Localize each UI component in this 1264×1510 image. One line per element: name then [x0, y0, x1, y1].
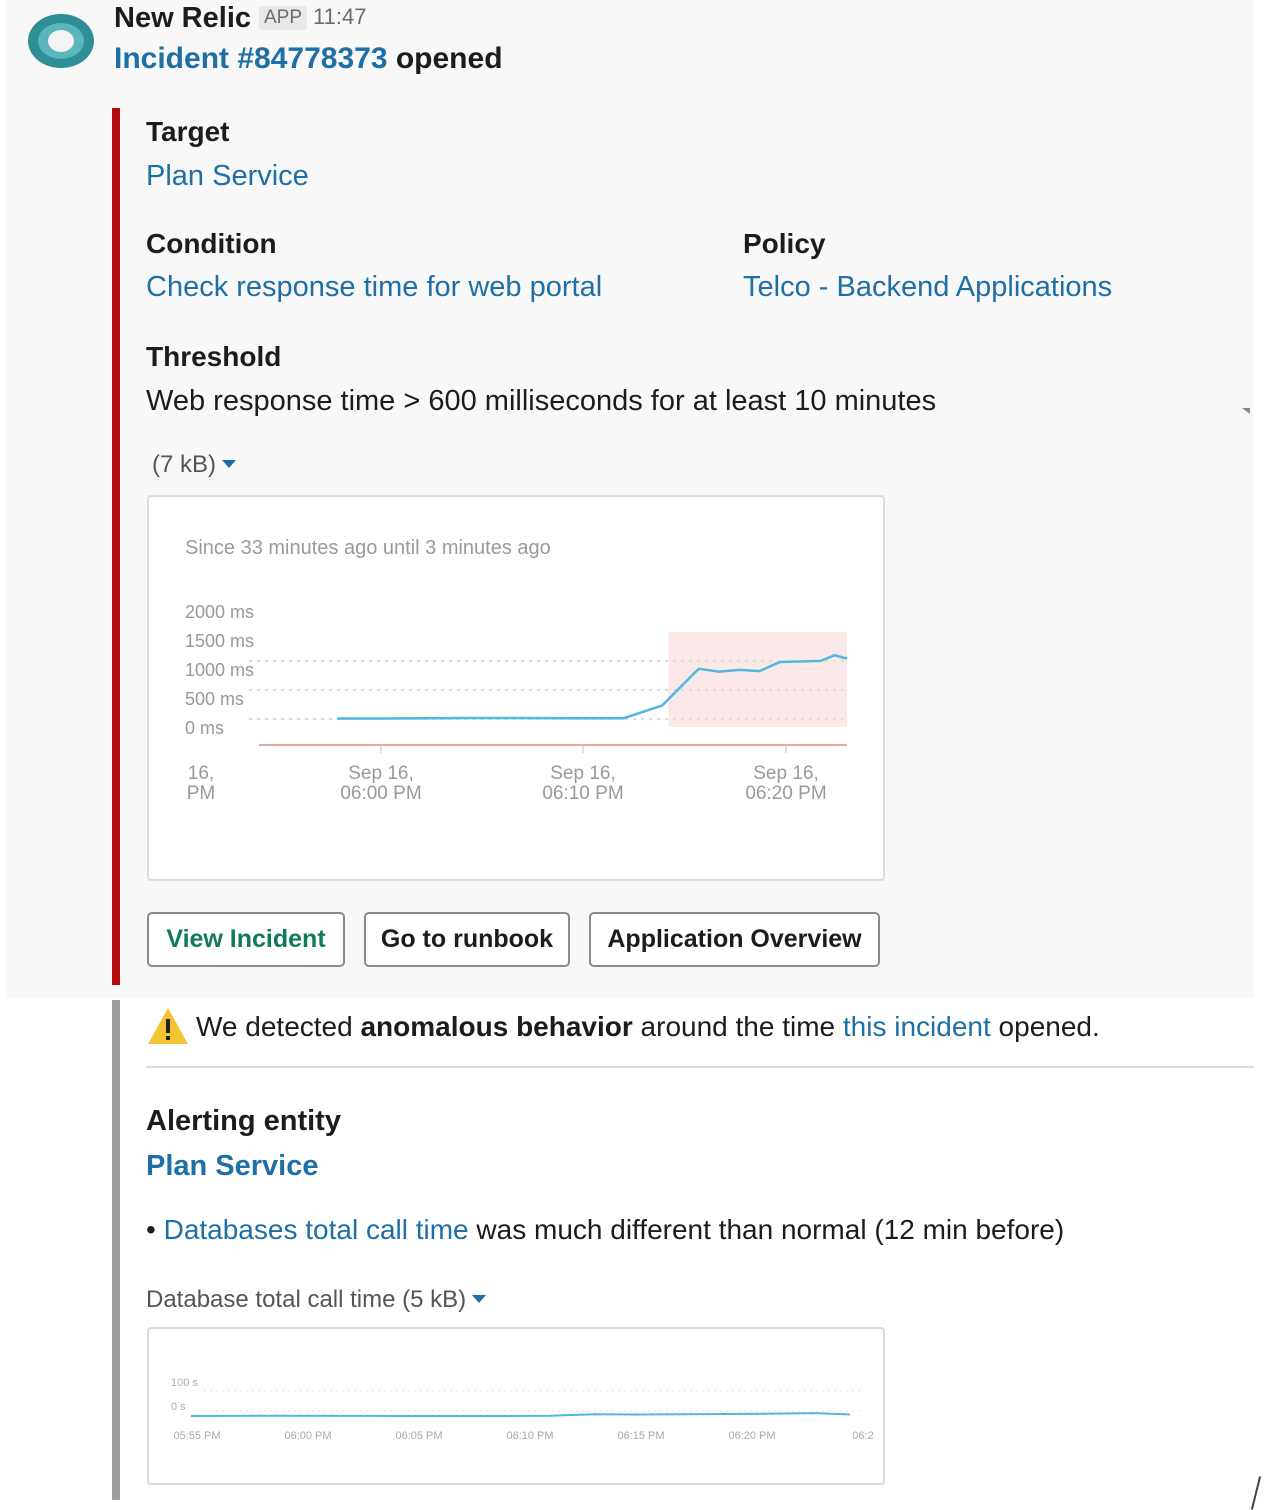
policy-link[interactable]: Telco - Backend Applications [743, 271, 1113, 303]
threshold-label: Threshold [146, 341, 282, 372]
y-tick-label: 1000 ms [185, 660, 255, 680]
x-tick-label: 06:05 PM [395, 1430, 443, 1442]
divider [146, 1066, 1254, 1068]
x-tick-label: 06:2 [852, 1430, 874, 1442]
x-tick-label: 06:20 PM [745, 783, 827, 804]
db-file-toggle[interactable] [146, 1286, 486, 1314]
warning-bold: anomalous behavior [360, 1011, 633, 1042]
db-call-time-chart [149, 1329, 883, 1483]
response-time-chart-card[interactable] [147, 495, 885, 881]
view-incident-button[interactable]: View Incident [147, 912, 345, 967]
databases-call-time-link[interactable]: Databases total call time [163, 1214, 469, 1245]
db-file-label: Database total call time (5 kB) [146, 1286, 467, 1313]
application-overview-button[interactable]: Application Overview [589, 912, 880, 967]
bullet-dot-icon: • [146, 1214, 164, 1245]
file-size-toggle[interactable] [152, 451, 236, 479]
message-title [114, 42, 503, 76]
y-tick-label: 0 ms [185, 718, 225, 738]
alerting-entity-link[interactable]: Plan Service [146, 1150, 319, 1182]
condition-label: Condition [146, 228, 277, 259]
sender-name[interactable]: New Relic [114, 2, 251, 34]
attachment-accent-bar [112, 108, 120, 985]
response-time-chart [149, 497, 883, 879]
db-call-time-chart-card[interactable] [147, 1327, 885, 1485]
warning-prefix: We detected [196, 1011, 361, 1042]
x-tick-label: Sep 16, [348, 763, 414, 784]
target-label: Target [146, 116, 230, 147]
x-tick-label: 06:10 PM [542, 783, 624, 804]
threshold-value: Web response time > 600 milliseconds for at least 10 minutes [146, 385, 937, 417]
y-tick-label: 100 s [171, 1377, 198, 1389]
x-tick-label: Sep 16, [753, 763, 819, 784]
scroll-caret-icon [1242, 408, 1250, 414]
file-size: (7 kB) [152, 451, 217, 478]
db-call-time-series [191, 1413, 850, 1416]
incident-link[interactable]: Incident #84778373 [114, 42, 388, 75]
anomaly-accent-bar [112, 1000, 120, 1500]
condition-link[interactable]: Check response time for web portal [146, 271, 603, 303]
y-tick-label: 2000 ms [185, 602, 255, 622]
anomaly-warning [146, 1006, 1100, 1046]
violation-region [668, 632, 847, 727]
this-incident-link[interactable]: this incident [842, 1011, 991, 1042]
anomaly-bullet [146, 1214, 1064, 1246]
chart-subtitle: Since 33 minutes ago until 3 minutes ago [185, 537, 551, 559]
bullet-text: was much different than normal (12 min before) [468, 1214, 1065, 1245]
x-tick-label: 06:00 PM [340, 783, 422, 804]
target-link[interactable]: Plan Service [146, 160, 309, 192]
app-badge: APP [259, 6, 307, 30]
caret-down-icon[interactable] [222, 460, 236, 468]
x-tick-label: 06:10 PM [506, 1430, 554, 1442]
message-header [114, 2, 366, 35]
x-tick-label: 16, [187, 763, 215, 784]
x-tick-label: PM [186, 783, 216, 804]
title-suffix: opened [387, 42, 503, 75]
y-tick-label: 1500 ms [185, 631, 255, 651]
warning-suffix: opened. [990, 1011, 1100, 1042]
warning-icon [146, 1006, 190, 1046]
y-tick-label: 500 ms [185, 689, 245, 709]
caret-down-icon[interactable] [472, 1295, 486, 1303]
policy-label: Policy [743, 228, 826, 259]
timestamp[interactable]: 11:47 [313, 4, 367, 29]
x-tick-label: 06:00 PM [284, 1430, 332, 1442]
alerting-entity-label: Alerting entity [146, 1105, 341, 1137]
x-tick-label: Sep 16, [550, 763, 616, 784]
x-tick-label: 06:20 PM [728, 1430, 776, 1442]
new-relic-logo-icon[interactable] [26, 12, 96, 70]
x-tick-label: 06:15 PM [617, 1430, 665, 1442]
x-tick-label: 05:55 PM [173, 1430, 221, 1442]
runbook-button[interactable]: Go to runbook [364, 912, 570, 967]
edge-mark [1251, 1476, 1261, 1509]
warning-mid: around the time [632, 1011, 843, 1042]
y-tick-label: 0 s [171, 1401, 186, 1413]
